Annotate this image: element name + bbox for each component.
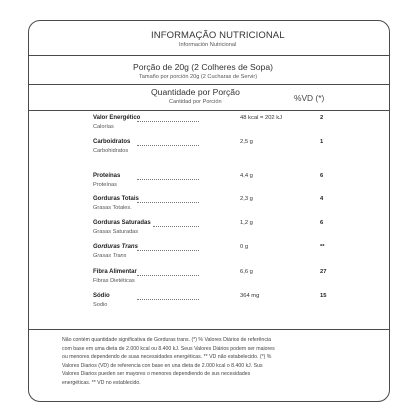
- nutrient-subname: Grasas Totales.: [93, 205, 132, 211]
- dotted-leader: [137, 295, 199, 300]
- footnote-line: energéticas. ** VD no establecido.: [62, 379, 141, 386]
- quantity-subheader: Cantidad por Porción: [169, 99, 222, 105]
- nutrient-subname: Grasas Saturadas: [93, 229, 139, 235]
- footnote-line: Valores Diarios (VD) de referencia con base en una dieta de 2.000 kcal o 8.400 kJ. Sus: [62, 362, 263, 369]
- table-row: [29, 244, 389, 268]
- table-row: [29, 173, 389, 197]
- nutrient-value: 1,2 g: [240, 220, 253, 226]
- nutrient-daily-value: 27: [320, 269, 327, 275]
- footnote-line: com base em uma dieta de 2.000 kcal ou 8.400 kJ. Seus Valores Diários podem ser maiores: [62, 345, 275, 352]
- nutrient-daily-value: 2: [320, 115, 324, 121]
- nutrient-value: 6,6 g: [240, 269, 253, 275]
- table-row: [29, 220, 389, 244]
- dotted-leader: [137, 141, 199, 146]
- nutrient-value: 364 mg: [240, 293, 260, 299]
- nutrient-daily-value: **: [320, 244, 325, 250]
- portion-sublabel: Tamaño por porción 20g (2 Cucharas de Servir): [139, 74, 258, 80]
- nutrient-value: 0 g: [240, 244, 249, 250]
- label-title: INFORMAÇÃO NUTRICIONAL: [151, 30, 285, 41]
- nutrient-value: 4,4 g: [240, 173, 253, 179]
- table-row: [29, 139, 389, 163]
- nutrient-daily-value: 6: [320, 220, 324, 226]
- divider: [29, 110, 389, 111]
- divider: [29, 84, 389, 85]
- table-row: [29, 196, 389, 220]
- nutrient-daily-value: 1: [320, 139, 324, 145]
- nutrient-value: 2,5 g: [240, 139, 253, 145]
- nutrient-value: 48 kcal = 202 kJ: [240, 115, 283, 121]
- table-row: [29, 115, 389, 139]
- table-row: [29, 269, 389, 293]
- dotted-leader: [137, 117, 199, 122]
- nutrient-subname: Carbohidratos: [93, 148, 129, 154]
- footnote-line: Valores Diarios pueden ser mayores o menores dependiendo de sus necesidades: [62, 371, 251, 378]
- nutrient-name: Sódio: [93, 293, 110, 299]
- nutrient-subname: Fibras Dietéticas: [93, 278, 135, 284]
- nutrient-daily-value: 4: [320, 196, 324, 202]
- nutrient-name: Gorduras Trans: [93, 244, 138, 250]
- footnote-line: Não contém quantidade significativa de Gorduras trans. (*) % Valores Diários de referência: [62, 337, 271, 343]
- nutrient-subname: Grasas Trans: [93, 253, 127, 259]
- divider: [29, 55, 389, 56]
- nutrient-name: Proteínas: [93, 173, 121, 179]
- nutrient-name: Gorduras Saturadas: [93, 220, 151, 226]
- nutrient-name: Valor Energético: [93, 115, 141, 121]
- nutrient-subname: Proteínas: [93, 182, 117, 188]
- footnote-line: ou menores dependendo de suas necessidades energéticas. ** VD não estabelecido. (*) %: [62, 354, 272, 361]
- nutrient-value: 2,3 g: [240, 196, 253, 202]
- divider: [29, 329, 389, 330]
- nutrient-name: Carboidratos: [93, 139, 131, 145]
- quantity-header: Quantidade por Porção: [151, 87, 240, 97]
- label-subtitle: Información Nutricional: [179, 42, 237, 48]
- dotted-leader: [153, 222, 199, 227]
- nutrient-name: Fibra Alimentar: [93, 269, 137, 275]
- dotted-leader: [137, 271, 199, 276]
- portion-label: Porção de 20g (2 Colheres de Sopa): [133, 62, 273, 72]
- dotted-leader: [137, 246, 199, 251]
- nutrient-subname: Sodio: [93, 302, 108, 308]
- nutrient-subname: Calorías: [93, 124, 114, 130]
- daily-value-header: %VD (*): [294, 93, 325, 103]
- nutrient-daily-value: 15: [320, 293, 327, 299]
- dotted-leader: [137, 175, 199, 180]
- footnote: [62, 336, 384, 388]
- dotted-leader: [137, 198, 199, 203]
- nutrient-daily-value: 6: [320, 173, 324, 179]
- table-row: [29, 293, 389, 317]
- nutrient-name: Gorduras Totais: [93, 196, 139, 202]
